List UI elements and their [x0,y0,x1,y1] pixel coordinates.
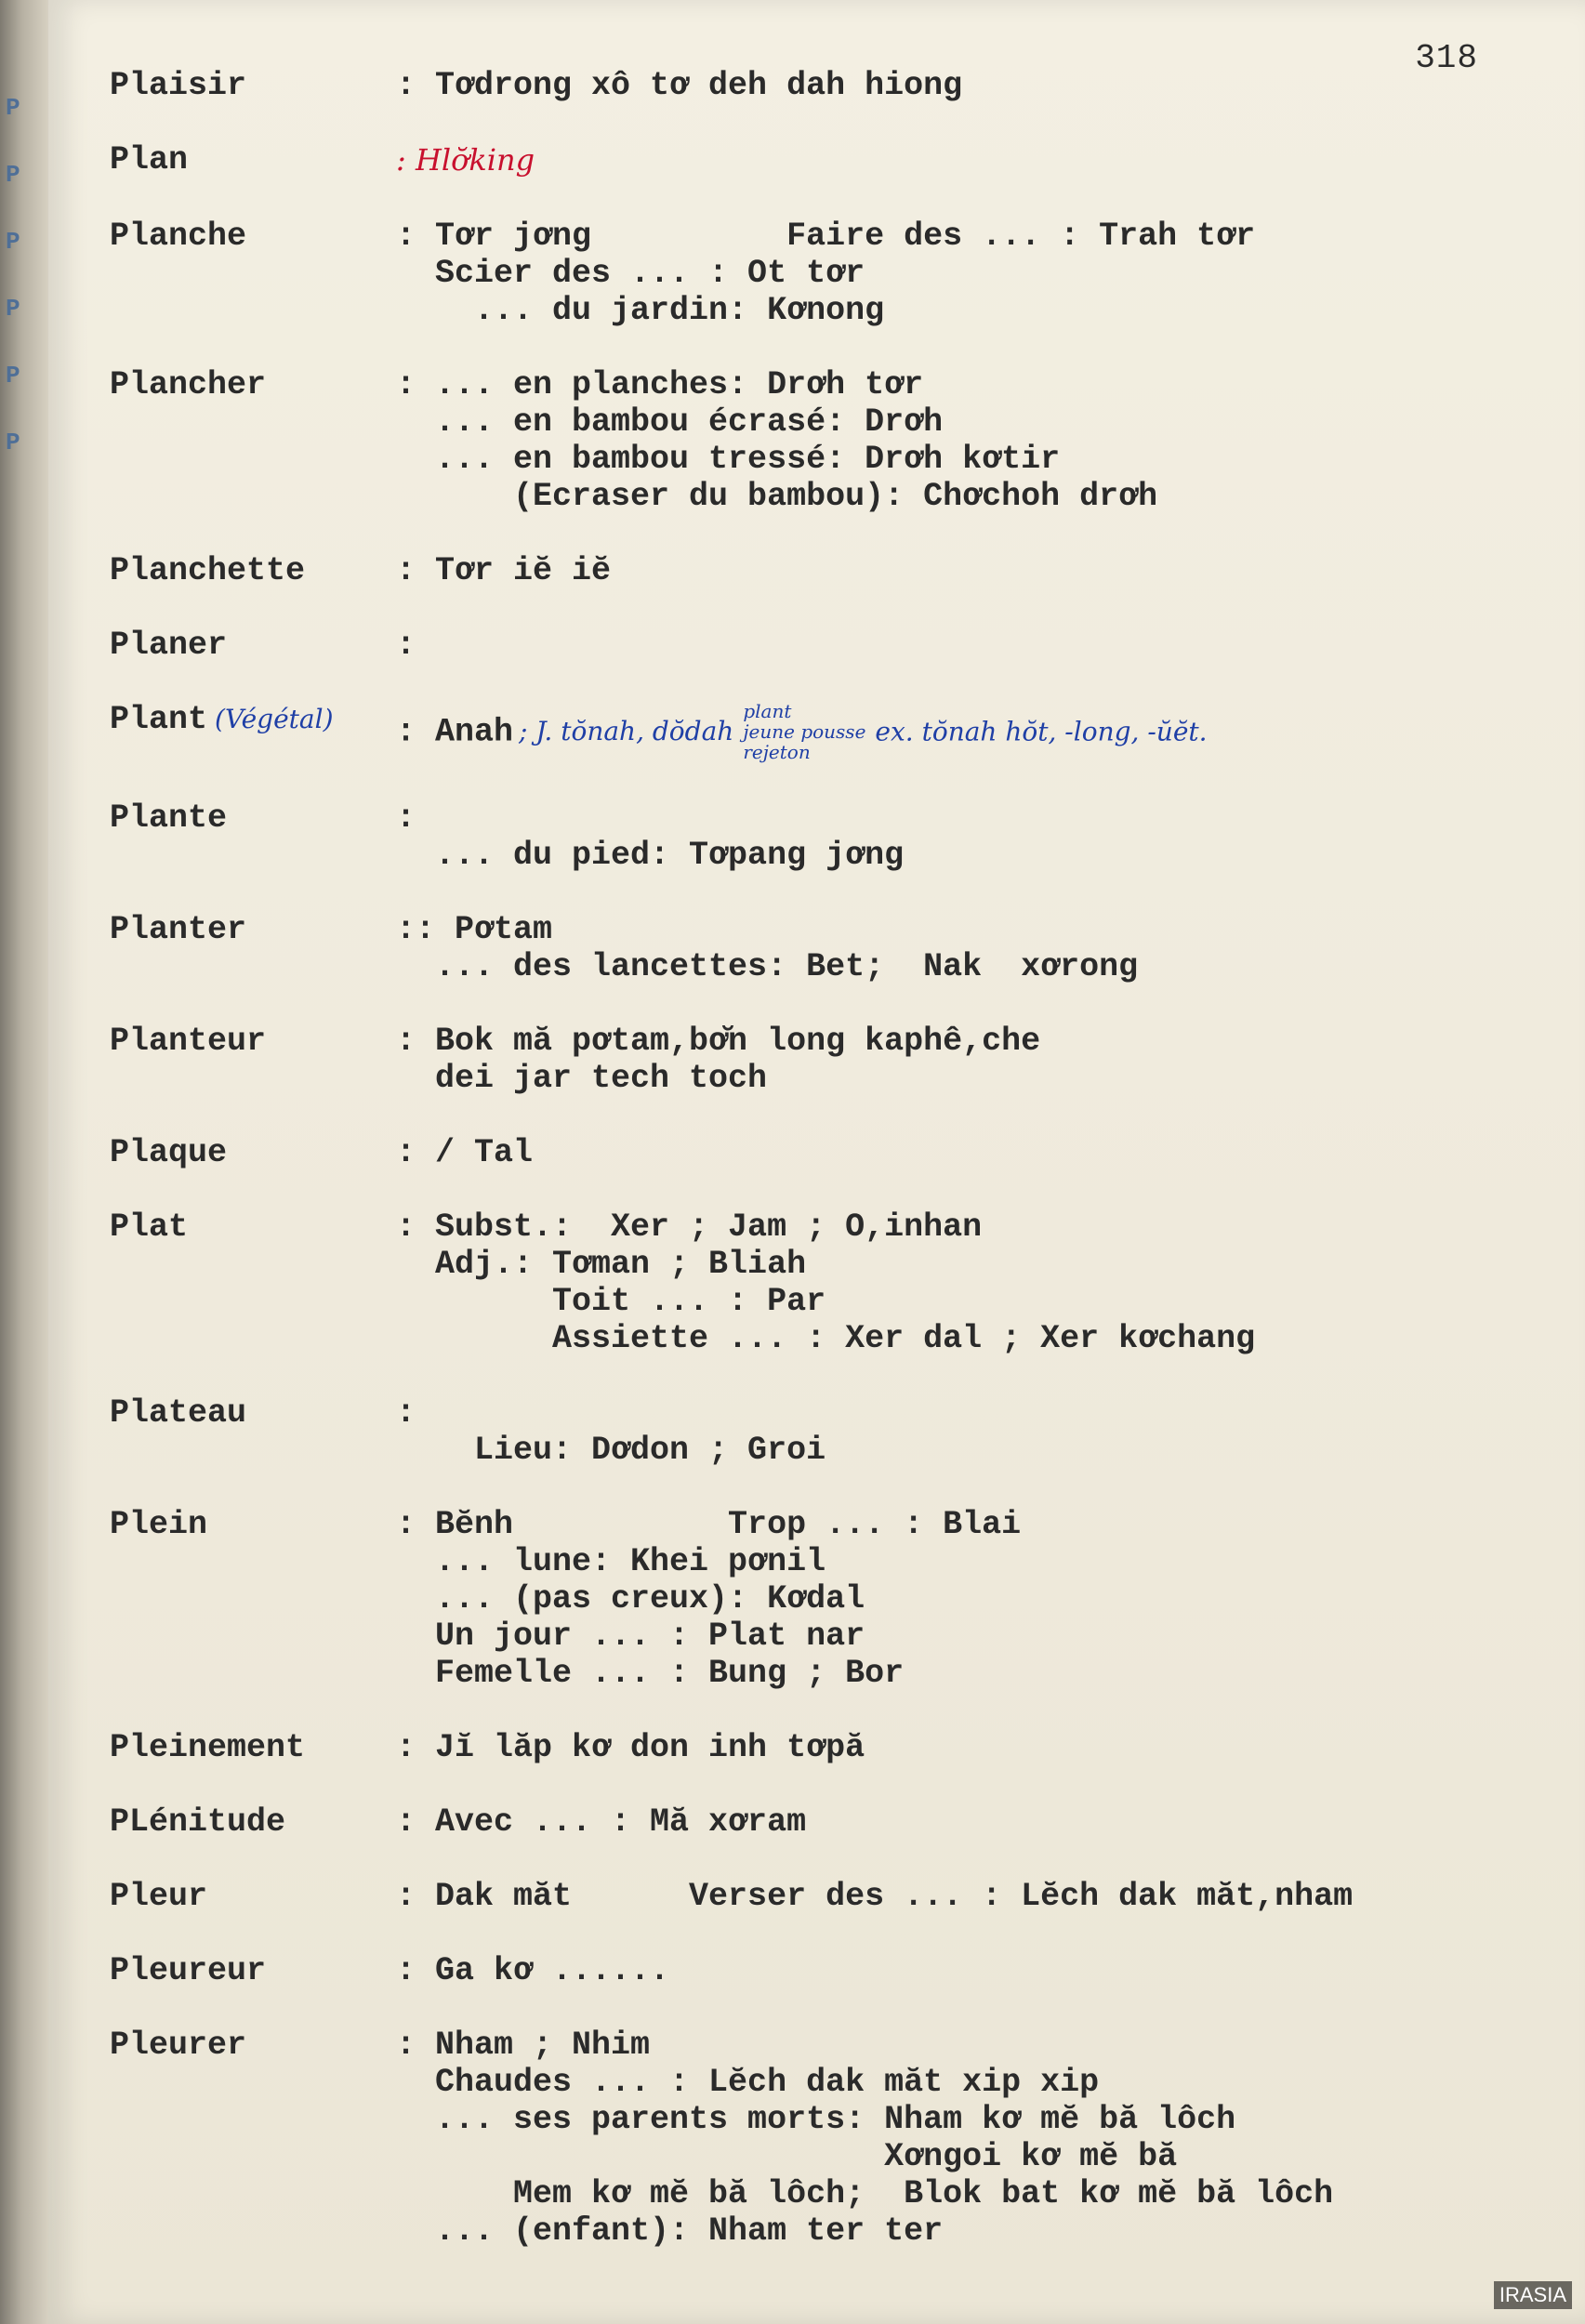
entry-headword [110,911,396,985]
edge-letter: P [6,429,20,456]
headword-text: Plancher [110,366,267,403]
headword-text: Pleurer [110,2027,247,2064]
definition-line [396,1618,1541,1655]
definition-text: : Ga kơ ...... [396,1952,670,1989]
definition-line [396,1655,1541,1692]
dictionary-entry [110,1506,1541,1692]
definition-line [396,1283,1541,1320]
definition-line [396,441,1541,478]
headword-text: Planchette [110,552,306,589]
definition-text: dei jar tech toch [396,1060,768,1097]
handwritten-brace-gloss [743,701,865,762]
dictionary-entry [110,1134,1541,1171]
definition-line [396,2212,1541,2250]
page-number: 318 [1415,39,1478,77]
definition-line [396,2064,1541,2101]
definition-text: : / Tal [396,1134,534,1171]
entry-headword [110,1208,396,1357]
handwritten-red-annotation: : Hlơ̆king [396,142,535,178]
definition-line [396,1246,1541,1283]
previous-page-edge-letters [6,74,43,476]
definition-line [396,1878,1541,1915]
entry-definitions [396,1023,1541,1097]
dictionary-entry [110,627,1541,664]
definition-text: ... (pas creux): Kơdal [396,1580,865,1618]
gloss-word: rejeton [743,741,811,763]
definition-text: Lieu: Dơdon ; Groi [396,1432,826,1469]
dictionary-entry [110,1729,1541,1766]
headword-text: Pleur [110,1878,208,1915]
entry-headword [110,1134,396,1171]
definition-line [396,403,1541,441]
headword-text: Planche [110,218,247,255]
entry-definitions [396,1506,1541,1692]
definition-line [396,2175,1541,2212]
definition-text: Adj.: Tơman ; Bliah [396,1246,807,1283]
definition-line [396,2101,1541,2138]
definition-text: Chaudes ... : Lĕch dak măt xip xip [396,2064,1100,2101]
entry-definitions [396,218,1541,329]
definition-line [396,67,1541,104]
entry-definitions [396,1803,1541,1841]
headword-text: Plat [110,1208,189,1246]
entry-headword [110,67,396,104]
entry-definitions [396,67,1541,104]
entry-definitions [396,1729,1541,1766]
edge-letter: P [6,295,20,323]
definition-text: : [396,1394,416,1432]
dictionary-entry [110,1208,1541,1357]
definition-line [396,218,1541,255]
entry-headword [110,1952,396,1989]
definition-text: :: Pơtam [396,911,553,948]
entry-headword [110,1023,396,1097]
gloss-word: plant [743,700,792,722]
definition-line [396,2027,1541,2064]
edge-letter: P [6,228,20,256]
definition-text: ... en bambou écrasé: Drơh [396,403,944,441]
watermark: IRASIA [1494,2281,1572,2309]
definition-line [396,292,1541,329]
entries-list [110,67,1541,2250]
headword-text: Planer [110,627,228,664]
dictionary-entry [110,701,1541,762]
entry-headword [110,366,396,515]
headword-text: PLénitude [110,1803,286,1841]
dictionary-entry [110,1803,1541,1841]
definition-text: Assiette ... : Xer dal ; Xer kơchang [396,1320,1256,1357]
handwritten-blue-example: ex. tŏnah hŏt, -long, -ŭĕt. [875,716,1208,747]
entry-definitions [396,701,1541,762]
entry-headword [110,2027,396,2250]
dictionary-entry [110,1952,1541,1989]
definition-text: Toit ... : Par [396,1283,826,1320]
entry-definitions [396,627,1541,664]
dictionary-entry [110,552,1541,589]
definition-line [396,141,1541,180]
dictionary-page [48,0,1585,2324]
definition-text: : Tơdrong xô tơ deh dah hiong [396,67,963,104]
definition-line [396,948,1541,985]
definition-line [396,255,1541,292]
dictionary-entry [110,1023,1541,1097]
definition-text: : Dak măt Verser des ... : Lĕch dak măt,nham [396,1878,1354,1915]
dictionary-entry [110,141,1541,180]
definition-text: Xơngoi kơ mĕ bă [396,2138,1178,2175]
headword-text: Plaque [110,1134,228,1171]
definition-text: ... en bambou tressé: Drơh kơtir [396,441,1061,478]
entry-headword [110,701,396,762]
definition-text: ... lune: Khei pơnil [396,1543,826,1580]
entry-definitions [396,799,1541,874]
entry-headword [110,218,396,329]
book-binding [0,0,48,2324]
definition-line [396,799,1541,837]
headword-text: Plaisir [110,67,247,104]
definition-line [396,1208,1541,1246]
definition-line [396,1023,1541,1060]
entry-headword [110,799,396,874]
dictionary-entry [110,2027,1541,2250]
handwritten-blue-annotation: ; J. tŏnah, dŏdah [519,716,734,747]
definition-text: ... du pied: Tơpang jơng [396,837,905,874]
definition-line [396,1729,1541,1766]
entry-headword [110,1394,396,1469]
headword-text: Planter [110,911,247,948]
definition-text: : Jĭ lăp kơ don inh tơpă [396,1729,865,1766]
definition-text: ... du jardin: Kơnong [396,292,885,329]
definition-line [396,1543,1541,1580]
handwritten-headword-note: (Végétal) [215,704,334,734]
entry-definitions [396,1208,1541,1357]
entry-definitions [396,2027,1541,2250]
definition-line [396,1952,1541,1989]
dictionary-entry [110,67,1541,104]
definition-text: : Tơr iĕ iĕ [396,552,612,589]
definition-text: : [396,799,416,837]
dictionary-entry [110,366,1541,515]
definition-text: : Subst.: Xer ; Jam ; O,inhan [396,1208,983,1246]
headword-text: Pleureur [110,1952,267,1989]
definition-text: Un jour ... : Plat nar [396,1618,865,1655]
definition-text: : Anah [396,713,514,751]
edge-letter: P [6,362,20,390]
definition-line [396,627,1541,664]
definition-text: : ... en planches: Drơh tơr [396,366,924,403]
dictionary-entry [110,218,1541,329]
entry-headword [110,1729,396,1766]
definition-text: Scier des ... : Ot tơr [396,255,865,292]
headword-text: Plein [110,1506,208,1543]
edge-letter: P [6,94,20,122]
definition-line [396,1432,1541,1469]
definition-line [396,1580,1541,1618]
entry-definitions [396,141,1541,180]
entry-definitions [396,552,1541,589]
definition-text: : Tơr jơng Faire des ... : Trah tơr [396,218,1256,255]
entry-headword [110,552,396,589]
definition-line [396,552,1541,589]
definition-line [396,478,1541,515]
definition-line [396,1134,1541,1171]
definition-line [396,1803,1541,1841]
definition-line [396,2138,1541,2175]
headword-text: Plan [110,141,189,178]
definition-text: Femelle ... : Bung ; Bor [396,1655,905,1692]
entry-headword [110,1878,396,1915]
definition-line [396,1506,1541,1543]
definition-text: : [396,627,416,664]
definition-line [396,837,1541,874]
entry-headword [110,1506,396,1692]
dictionary-entry [110,1394,1541,1469]
entry-definitions [396,366,1541,515]
definition-text: ... ses parents morts: Nham kơ mĕ bă lôch [396,2101,1236,2138]
definition-line [396,366,1541,403]
edge-letter: P [6,161,20,189]
entry-headword [110,1803,396,1841]
definition-text: : Avec ... : Mă xơram [396,1803,807,1841]
dictionary-entry [110,911,1541,985]
definition-line [396,911,1541,948]
definition-text: : Bok mă pơtam,bơ̆n long kaphê,che [396,1023,1041,1060]
headword-text: Plant [110,701,208,738]
definition-text: ... des lancettes: Bet; Nak xơrong [396,948,1139,985]
definition-line [396,1394,1541,1432]
definition-line [396,1320,1541,1357]
entry-definitions [396,1394,1541,1469]
entry-headword [110,141,396,180]
definition-text: ... (enfant): Nham ter ter [396,2212,944,2250]
headword-text: Plante [110,799,228,837]
definition-text: Mem kơ mĕ bă lôch; Blok bat kơ mĕ bă lôch [396,2175,1334,2212]
definition-text: : Bĕnh Trop ... : Blai [396,1506,1022,1543]
entry-definitions [396,911,1541,985]
definition-line [396,701,1541,762]
entry-definitions [396,1134,1541,1171]
entry-definitions [396,1878,1541,1915]
definition-text: : Nham ; Nhim [396,2027,651,2064]
definition-text: (Ecraser du bambou): Chơchoh drơh [396,478,1158,515]
gloss-word: jeune pousse [743,720,866,743]
dictionary-entry [110,799,1541,874]
headword-text: Pleinement [110,1729,306,1766]
dictionary-entry [110,1878,1541,1915]
entry-definitions [396,1952,1541,1989]
definition-line [396,1060,1541,1097]
headword-text: Plateau [110,1394,247,1432]
headword-text: Planteur [110,1023,267,1060]
entry-headword [110,627,396,664]
